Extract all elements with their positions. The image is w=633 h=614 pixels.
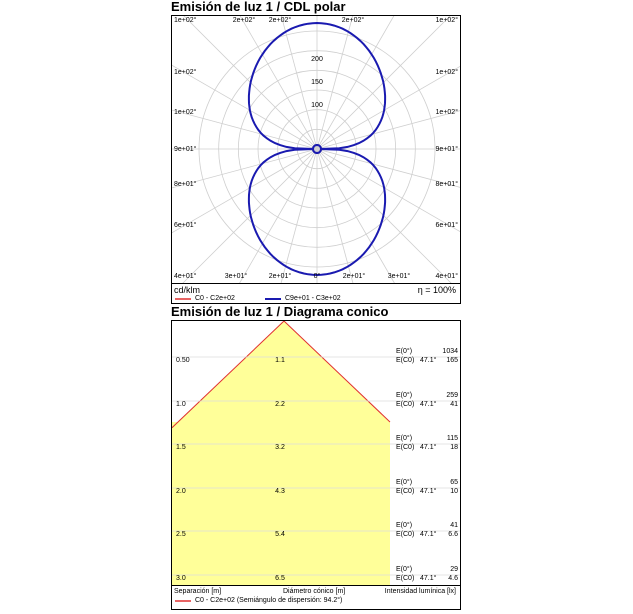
cone-row-ec0-value: 18 [450, 444, 458, 451]
polar-grid-ray [172, 97, 317, 149]
cone-row-ec0-value: 6.6 [448, 531, 458, 538]
polar-chart-frame [171, 15, 461, 284]
polar-grid-ray [217, 149, 317, 283]
polar-bottom-angle-label: 0° [313, 273, 321, 280]
cone-row-ec0-label: E(C0) [396, 444, 415, 451]
polar-bottom-angle-label: 3e+01° [387, 273, 411, 280]
polar-grid-ray [317, 97, 460, 149]
polar-grid-ray [217, 16, 317, 149]
footer-intensity-label: Intensidad lumínica [lx] [384, 588, 456, 595]
cone-row-e0-value: 115 [446, 435, 458, 442]
unit-label: cd/klm [174, 285, 201, 295]
polar-bottom-angle-label: 3e+01° [224, 273, 248, 280]
polar-grid-ray [317, 49, 460, 149]
polar-right-angle-label: 1e+02° [435, 109, 458, 116]
cone-row-separation: 1.5 [176, 444, 186, 451]
cone-row-ec0-label: E(C0) [396, 488, 415, 495]
legend-label-c90: C9e+01 - C3e+02 [285, 295, 341, 302]
cone-row-angle: 47.1° [420, 357, 437, 364]
cone-row-e0-label: E(0°) [396, 566, 413, 573]
polar-top-angle-label: 2e+02° [341, 17, 365, 24]
cone-row-ec0-label: E(C0) [396, 401, 415, 408]
polar-grid-ray [317, 16, 458, 149]
cone-row-ec0-label: E(C0) [396, 575, 415, 582]
polar-left-angle-label: 4e+01° [174, 273, 197, 280]
cone-row-e0-value: 259 [446, 392, 458, 399]
polar-grid-ray [317, 149, 369, 283]
cone-row-ec0-value: 4.6 [448, 575, 458, 582]
polar-bottom-angle-label: 2e+01° [342, 273, 366, 280]
footer-separation-label: Separación [m] [174, 588, 222, 595]
polar-grid-ray [317, 149, 460, 201]
cone-row-separation: 2.0 [176, 488, 186, 495]
polar-chart-title: Emisión de luz 1 / CDL polar [171, 0, 346, 14]
polar-right-angle-label: 6e+01° [435, 222, 458, 229]
cone-row-e0-label: E(0°) [396, 348, 413, 355]
cone-row-e0-value: 29 [450, 566, 458, 573]
polar-grid-ray [172, 149, 317, 249]
cone-row-e0-value: 41 [450, 522, 458, 529]
polar-right-angle-label: 1e+02° [435, 69, 458, 76]
polar-grid-ray [265, 16, 317, 149]
polar-right-angle-label: 9e+01° [435, 146, 458, 153]
polar-bottom-angle-label: 2e+01° [268, 273, 292, 280]
cone-row-ec0-value: 165 [446, 357, 458, 364]
cone-chart-svg [172, 321, 460, 585]
polar-right-angle-label: 1e+02° [435, 17, 458, 24]
polar-left-angle-label: 1e+02° [174, 69, 197, 76]
cone-row-angle: 47.1° [420, 575, 437, 582]
cone-row-diameter: 3.2 [275, 444, 285, 451]
polar-grid-ray [176, 149, 317, 283]
polar-radial-label: 100 [311, 102, 323, 109]
cone-row-e0-label: E(0°) [396, 479, 413, 486]
cone-row-e0-value: 65 [450, 479, 458, 486]
polar-top-angle-label: 2e+02° [268, 17, 292, 24]
cone-chart-title: Emisión de luz 1 / Diagrama conico [171, 304, 389, 319]
polar-left-angle-label: 8e+01° [174, 181, 197, 188]
cone-row-angle: 47.1° [420, 401, 437, 408]
polar-grid-ray [172, 149, 317, 201]
polar-grid-ray [172, 49, 317, 149]
cone-row-separation: 1.0 [176, 401, 186, 408]
polar-right-angle-label: 8e+01° [435, 181, 458, 188]
footer-diameter-label: Diámetro cónico [m] [283, 588, 346, 595]
polar-grid-ray [317, 149, 460, 249]
cone-row-ec0-value: 41 [450, 401, 458, 408]
cone-row-ec0-label: E(C0) [396, 531, 415, 538]
polar-grid-ray [317, 16, 369, 149]
polar-grid-ray [317, 149, 417, 283]
cone-row-ec0-label: E(C0) [396, 357, 415, 364]
polar-grid-ray [317, 16, 417, 149]
cone-row-e0-value: 1034 [442, 348, 458, 355]
cone-row-ec0-value: 10 [450, 488, 458, 495]
footer-legend-label: C0 - C2e+02 (Semiángulo de dispersión: 94.2°) [195, 597, 343, 604]
cone-footer [171, 586, 461, 610]
polar-grid-ray [176, 16, 317, 149]
polar-grid-ray [317, 149, 458, 283]
polar-legend [171, 284, 461, 304]
efficiency-label: η = 100% [417, 285, 456, 295]
polar-left-angle-label: 6e+01° [174, 222, 197, 229]
cone-row-diameter: 1.1 [275, 357, 285, 364]
polar-grid-ray [265, 149, 317, 283]
cone-row-diameter: 6.5 [275, 575, 285, 582]
polar-radial-label: 150 [311, 79, 323, 86]
cone-row-angle: 47.1° [420, 531, 437, 538]
cone-row-diameter: 5.4 [275, 531, 285, 538]
legend-label-c0: C0 - C2e+02 [195, 295, 235, 302]
cone-row-angle: 47.1° [420, 444, 437, 451]
polar-chart-svg [172, 16, 460, 283]
cone-row-diameter: 2.2 [275, 401, 285, 408]
cone-row-separation: 0.50 [176, 357, 190, 364]
cone-row-separation: 2.5 [176, 531, 186, 538]
polar-radial-label: 200 [311, 56, 323, 63]
polar-left-angle-label: 1e+02° [174, 109, 197, 116]
cone-row-angle: 47.1° [420, 488, 437, 495]
cone-row-e0-label: E(0°) [396, 522, 413, 529]
cone-row-diameter: 4.3 [275, 488, 285, 495]
polar-left-angle-label: 1e+02° [174, 17, 197, 24]
polar-top-angle-label: 2e+02° [232, 17, 256, 24]
cone-row-separation: 3.0 [176, 575, 186, 582]
cone-row-e0-label: E(0°) [396, 435, 413, 442]
cone-row-e0-label: E(0°) [396, 392, 413, 399]
cone-chart-frame [171, 320, 461, 586]
polar-left-angle-label: 9e+01° [174, 146, 197, 153]
polar-right-angle-label: 4e+01° [435, 273, 458, 280]
